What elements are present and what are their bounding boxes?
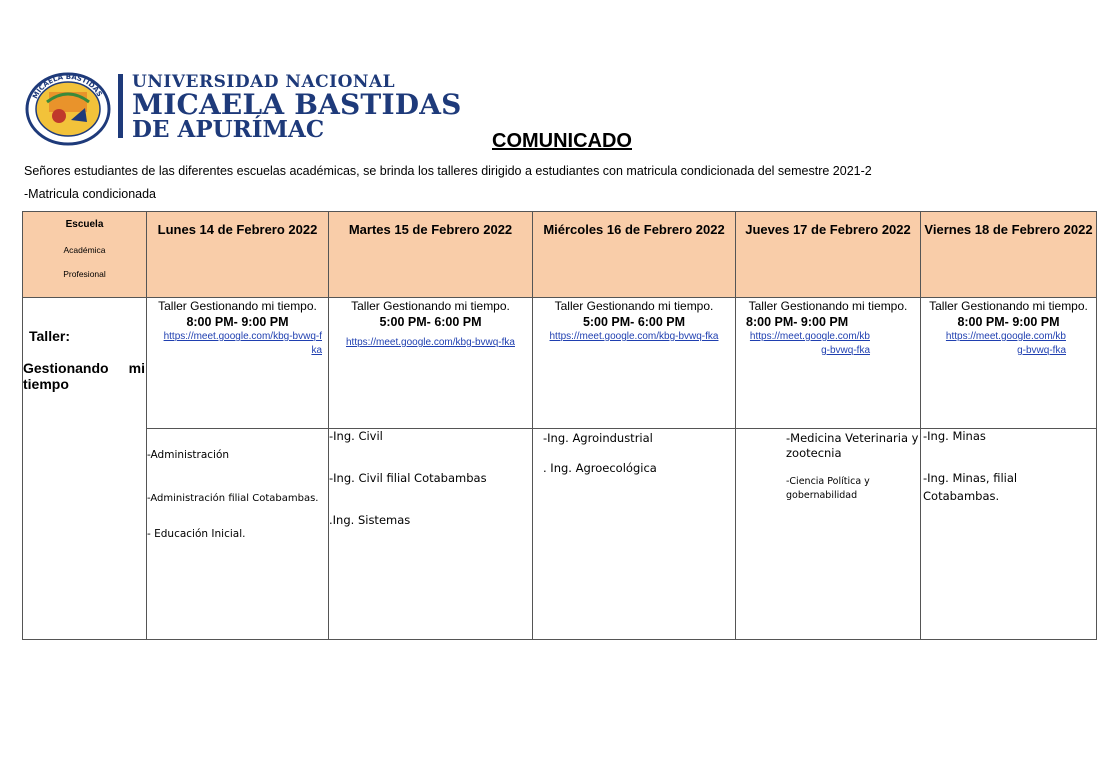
logo-line-2: MICAELA BASTIDAS xyxy=(132,88,462,121)
table-header-row xyxy=(23,212,1097,298)
schools-cell xyxy=(329,429,533,640)
logo-line-1: UNIVERSIDAD NACIONAL xyxy=(132,72,396,92)
session-time: 5:00 PM- 6:00 PM xyxy=(582,315,686,329)
school-item: -Ing. Civil filial Cotabambas xyxy=(329,471,487,485)
taller-cell xyxy=(23,298,147,640)
header-day: Miércoles 16 de Febrero 2022 xyxy=(533,212,736,298)
taller-name: Gestionando mi tiempo xyxy=(23,360,145,392)
subtitle-line: -Matricula condicionada xyxy=(24,187,157,201)
session-cell xyxy=(533,298,736,429)
school-item: . Ing. Agroecológica xyxy=(543,461,657,475)
header-day: Martes 15 de Febrero 2022 xyxy=(329,212,533,298)
schools-cell xyxy=(147,429,329,640)
session-title: Taller Gestionando mi tiempo. xyxy=(554,299,714,313)
school-item: -Ing. Civil xyxy=(329,429,383,443)
table-row xyxy=(23,298,1097,429)
table-row xyxy=(23,429,1097,640)
session-title: Taller Gestionando mi tiempo. xyxy=(158,299,317,313)
meet-link[interactable]: https://meet.google.com/kbg-bvwq-fka xyxy=(945,331,1066,356)
meet-link[interactable]: https://meet.google.com/kbg-bvwq-fka xyxy=(163,331,322,356)
schools-cell xyxy=(533,429,736,640)
session-cell xyxy=(329,298,533,429)
header-escuela-line: Académica xyxy=(63,245,106,255)
taller-label: Taller: xyxy=(29,328,70,344)
header-escuela xyxy=(23,212,147,298)
meet-link[interactable]: https://meet.google.com/kbg-bvwq-fka xyxy=(549,331,719,342)
school-item: -Administración xyxy=(147,449,230,461)
schools-cell xyxy=(736,429,921,640)
school-item: -Ing. Minas, filial Cotabambas. xyxy=(923,471,1018,503)
meet-link[interactable]: https://meet.google.com/kbg-bvwq-fka xyxy=(749,331,870,356)
session-cell xyxy=(921,298,1097,429)
session-title: Taller Gestionando mi tiempo. xyxy=(748,299,908,313)
school-item: -Ing. Agroindustrial xyxy=(543,431,653,445)
svg-text:MICAELA BASTIDAS: MICAELA BASTIDAS xyxy=(31,72,104,101)
schedule-table xyxy=(22,211,1097,640)
school-item: -Ing. Minas xyxy=(923,429,986,443)
session-title: Taller Gestionando mi tiempo. xyxy=(929,299,1088,313)
header-day: Lunes 14 de Febrero 2022 xyxy=(147,212,329,298)
header-escuela-line: Profesional xyxy=(63,269,106,279)
meet-link[interactable]: https://meet.google.com/kbg-bvwq-fka xyxy=(346,337,515,348)
header-day: Jueves 17 de Febrero 2022 xyxy=(736,212,921,298)
schools-cell xyxy=(921,429,1097,640)
logo-line-3: DE APURÍMAC xyxy=(132,116,325,143)
session-time: 8:00 PM- 9:00 PM xyxy=(746,315,849,329)
school-item: -Administración filial Cotabambas. xyxy=(147,493,319,504)
school-item: -Ciencia Política y gobernabilidad xyxy=(786,476,870,501)
logo-divider xyxy=(118,74,123,138)
session-cell xyxy=(147,298,329,429)
session-time: 8:00 PM- 9:00 PM xyxy=(186,315,289,329)
header-day: Viernes 18 de Febrero 2022 xyxy=(921,212,1097,298)
school-item: - Educación Inicial. xyxy=(147,528,246,540)
school-item: -Medicina Veterinaria y zootecnia xyxy=(786,431,919,460)
session-time: 5:00 PM- 6:00 PM xyxy=(379,315,482,329)
session-time: 8:00 PM- 9:00 PM xyxy=(957,315,1060,329)
document-title: COMUNICADO xyxy=(492,130,632,152)
header-escuela-line: Escuela xyxy=(65,219,104,230)
school-item: .Ing. Sistemas xyxy=(329,513,411,527)
session-title: Taller Gestionando mi tiempo. xyxy=(351,299,510,313)
intro-paragraph: Señores estudiantes de las diferentes escuelas académicas, se brinda los talleres dirigido a estudiantes con matricula condicionada del semestre 2021-2 xyxy=(24,164,872,178)
session-cell xyxy=(736,298,921,429)
